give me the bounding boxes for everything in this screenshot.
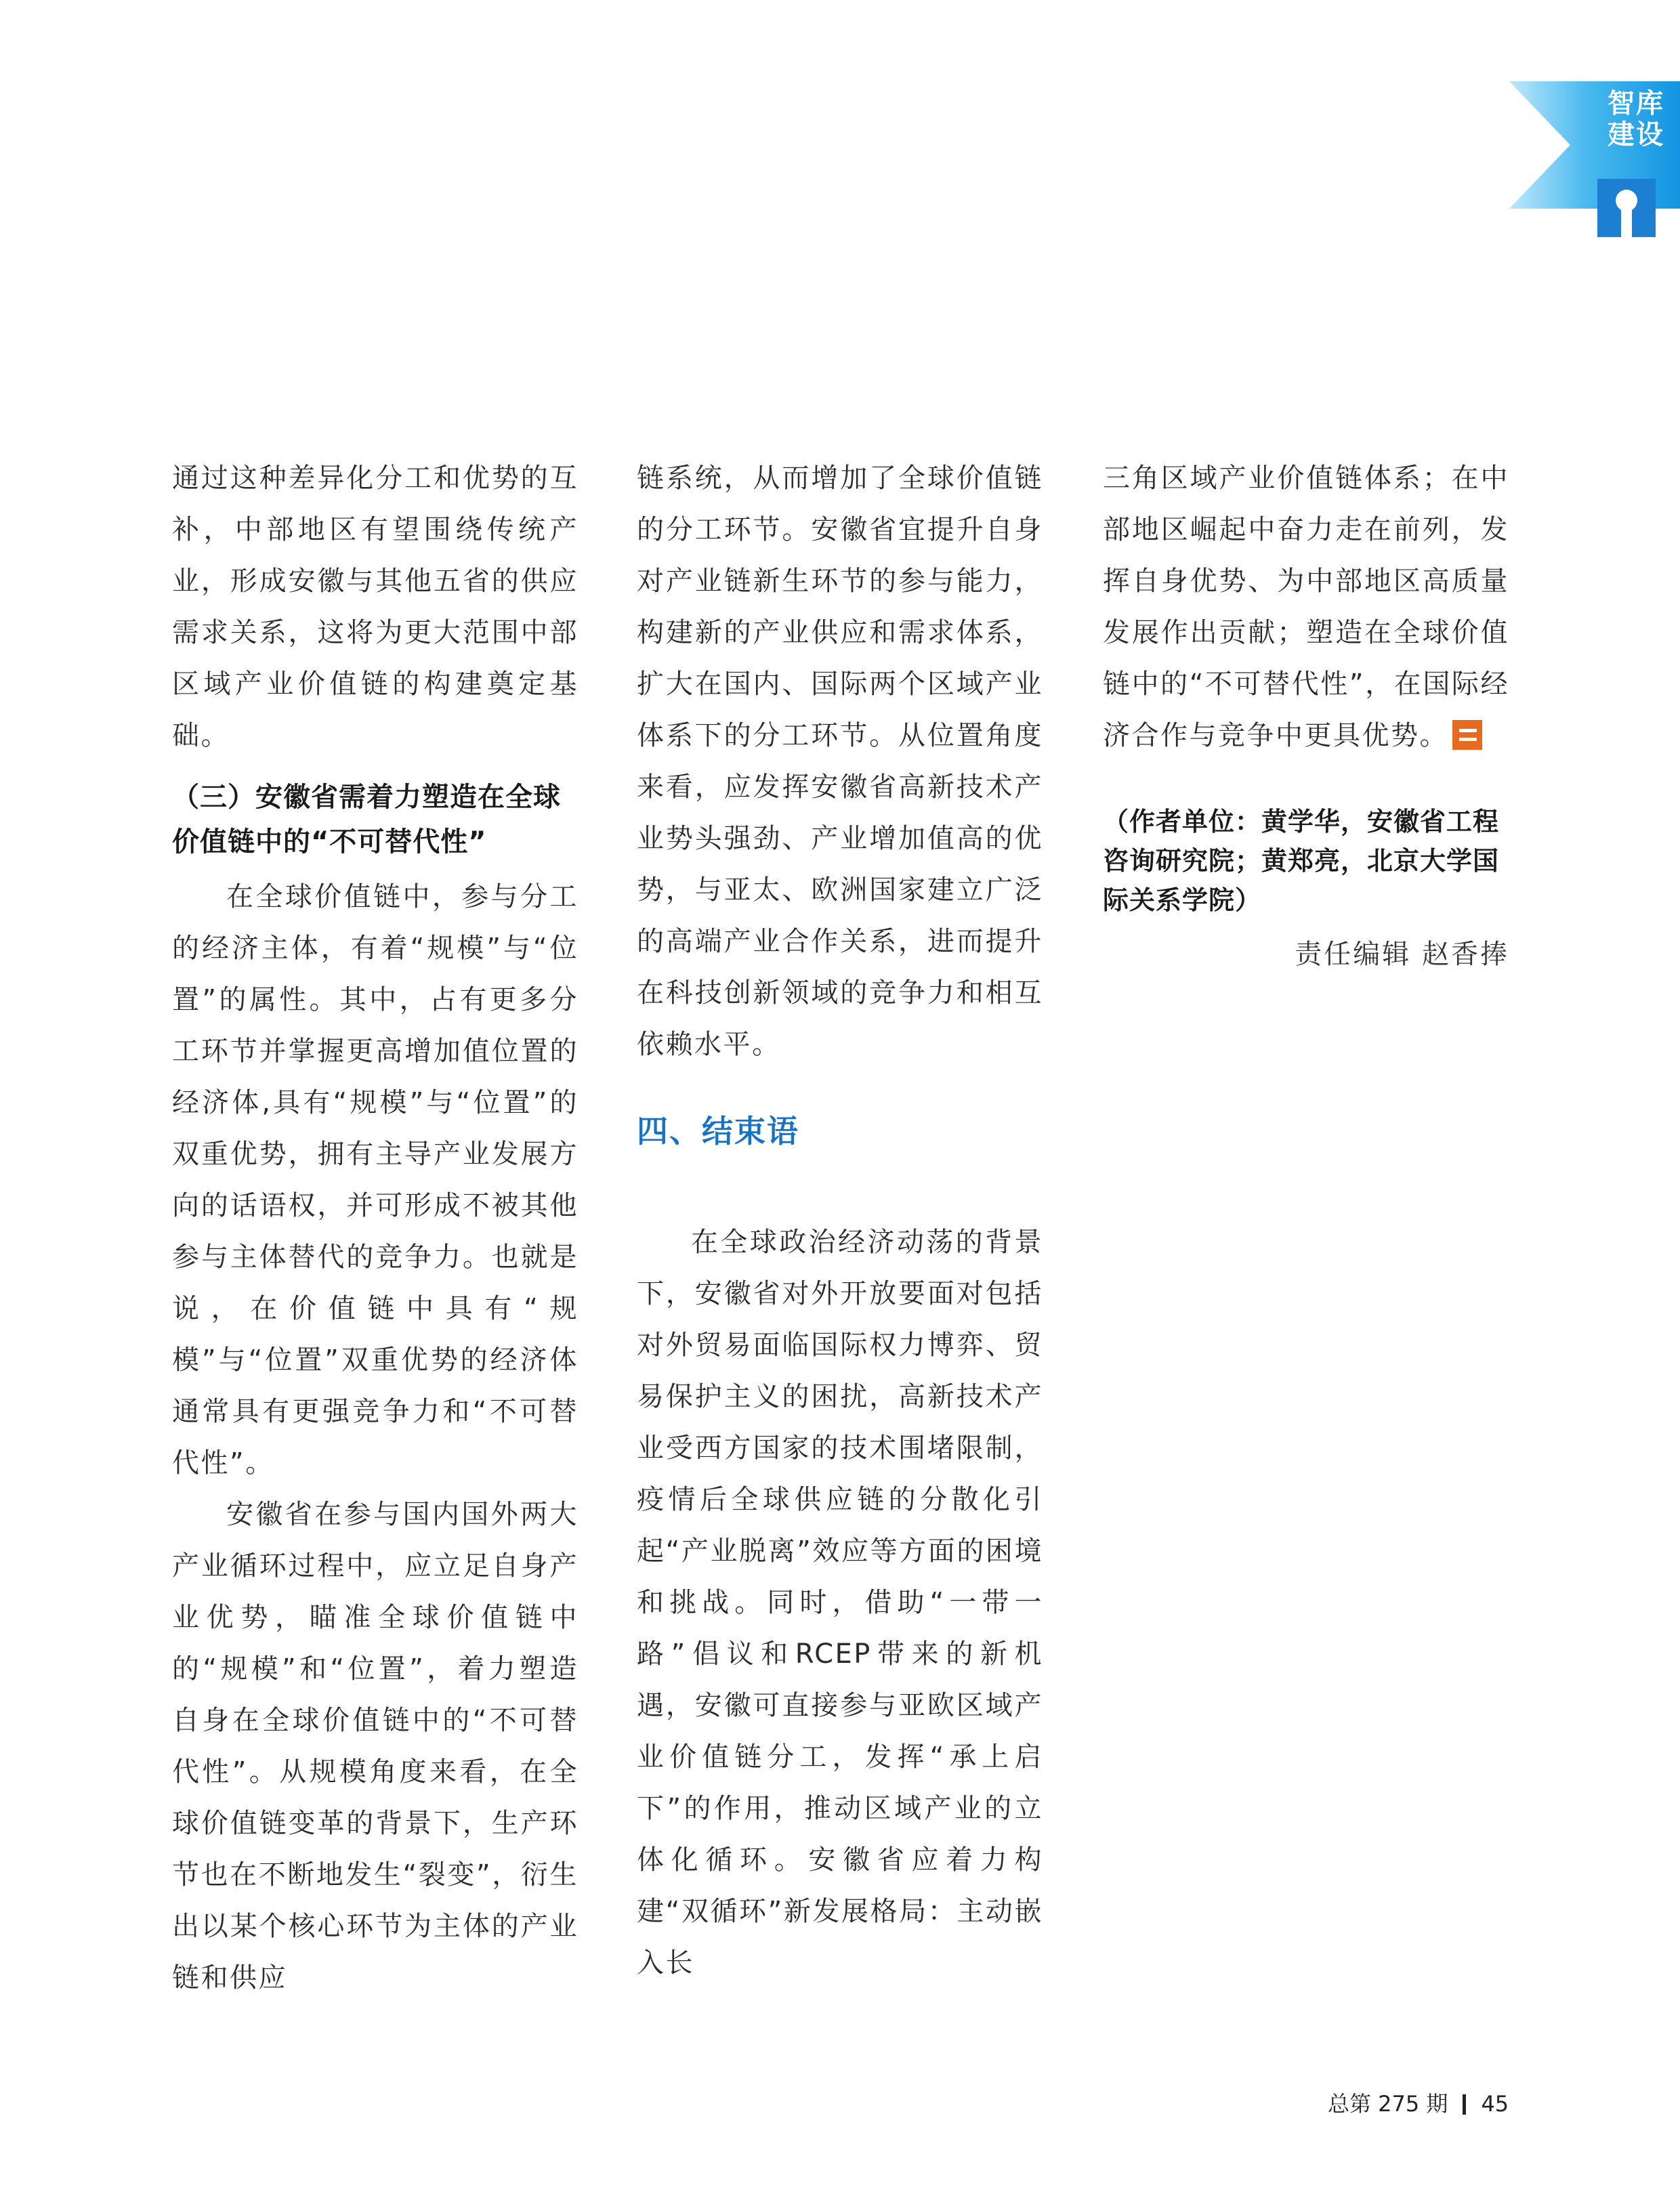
section-tab-label-line2: 建设	[1608, 119, 1664, 150]
column-2	[637, 452, 1043, 1989]
article-end-mark-icon	[1452, 720, 1482, 750]
section-tab-label-line1: 智库	[1608, 88, 1664, 119]
author-affiliation: （作者单位：黄学华，安徽省工程咨询研究院；黄郑亮，北京大学国际关系学院）	[1103, 807, 1500, 915]
paragraph: 链系统，从而增加了全球价值链的分工环节。安徽省宜提升自身对产业链新生环节的参与能力，构建新的产业供应和需求体系，扩大在国内、国际两个区域产业体系下的分工环节。从位置角度来看，应发挥安徽省高新技术产业势头强劲、产业增加值高的优势，与亚太、欧洲国家建立广泛的高端产业合作关系，进而提升在科技创新领域的竞争力和相互依赖水平。	[637, 463, 1043, 1060]
page-number: 45	[1481, 2091, 1509, 2117]
paragraph: 在全球价值链中，参与分工的经济主体，有着“规模”与“位置”的属性。其中，占有更多分工环节并掌握更高增加值位置的经济体,具有“规模”与“位置”的双重优势，拥有主导产业发展方向的话语权，并可形成不被其他参与主体替代的竞争力。也就是说，在价值链中具有“规模”与“位置”双重优势的经济体通常具有更强竞争力和“不可替代性”。	[172, 881, 579, 1479]
issue-number: 总第 275 期	[1328, 2091, 1448, 2117]
paragraph	[1103, 452, 1509, 761]
page-footer	[1328, 2090, 1531, 2117]
responsible-editor: 责任编辑 赵香捧	[1295, 939, 1509, 970]
paragraph: 通过这种差异化分工和优势的互补，中部地区有望围绕传统产业，形成安徽与其他五省的供应需求关系，这将为更大范围中部区域产业价值链的构建奠定基础。	[172, 463, 579, 751]
subsection-heading: （三）安徽省需着力塑造在全球价值链中的“不可替代性”	[172, 782, 561, 858]
section-tab-label	[1599, 88, 1673, 150]
section-heading: 四、结束语	[637, 1113, 799, 1149]
paragraph: 在全球政治经济动荡的背景下，安徽省对外开放要面对包括对外贸易面临国际权力博弈、贸易保护主义的困扰，高新技术产业受西方国家的技术围堵限制，疫情后全球供应链的分散化引起“产业脱离”效应等方面的困境和挑战。同时，借助“一带一路”倡议和RCEP带来的新机遇，安徽可直接参与亚欧区域产业价值链分工，发挥“承上启下”的作用，推动区域产业的立体化循环。安徽省应着力构建“双循环”新发展格局：主动嵌入长	[637, 1227, 1043, 1979]
keyhole-logo-icon	[1597, 179, 1656, 237]
paragraph: 安徽省在参与国内国外两大产业循环过程中，应立足自身产业优势，瞄准全球价值链中的“规模”和“位置”，着力塑造自身在全球价值链中的“不可替代性”。从规模角度来看，在全球价值链变革的背景下，生产环节也在不断地发生“裂变”，衍生出以某个核心环节为主体的产业链和供应	[172, 1499, 579, 1993]
paragraph-text: 三角区域产业价值链体系；在中部地区崛起中奋力走在前列，发挥自身优势、为中部地区高质量发展作出贡献；塑造在全球价值链中的“不可替代性”，在国际经济合作与竞争中更具优势。	[1103, 463, 1509, 751]
footer-separator	[1463, 2094, 1466, 2115]
column-3	[1103, 452, 1509, 978]
column-1	[172, 452, 579, 2004]
